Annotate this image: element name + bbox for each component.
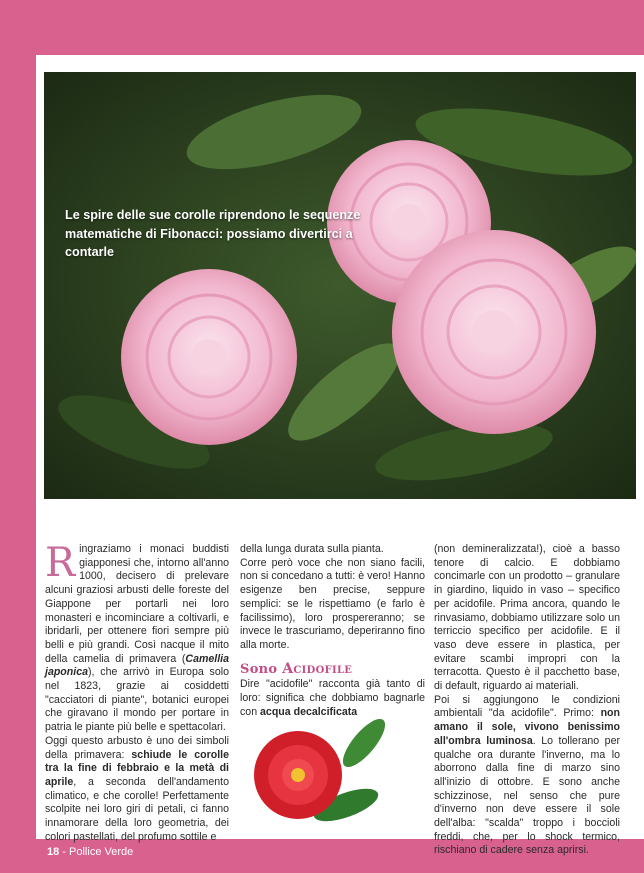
camellia-photo [44, 72, 636, 499]
intro-paragraph: Ringraziamo i monaci buddisti giapponesi che, intorno all'anno 1000, decisero di prelevare alcuni graziosi arbusti delle foreste del Giappone per portarli nei loro monasteri e incominciare a coltivarli, e ibridarli, per ottenere fiori sempre più belli e più grandi. Così nacque il mito della camelia di primavera (Camellia japonica), che arrivò in Europa solo nel 1823, grazie ai cosiddetti "cacciatori di piante", botanici europei che giravano il mondo per portare in patria le piante più belle e spettacolari. [45, 540, 229, 734]
magazine-name: Pollice Verde [69, 846, 134, 858]
text-column-1 [45, 540, 229, 844]
camellia-photo-illustration [44, 72, 636, 499]
red-camellia-illustration [246, 715, 396, 835]
text-column-3 [434, 543, 620, 858]
paragraph: Corre però voce che non siano facili, non si concedano a tutti: è vero! Hanno esigenze ben precise, seppure semplici: se le rispettiamo (e farlo è facilissimo), loro prospereranno; se invece le trascuriamo, deperiranno fino alla morte. [240, 556, 425, 651]
page-footer: 18 - Pollice Verde [47, 846, 134, 858]
paragraph: della lunga durata sulla pianta. [240, 543, 384, 555]
paragraph: Dire "acidofile" racconta già tanto di loro: significa che dobbiamo bagnarle con acqua decalcificata [240, 678, 425, 718]
photo-caption: Le spire delle sue corolle riprendono le sequenze matematiche di Fibonacci: possiamo divertirci a contarle [65, 208, 361, 259]
text-column-2 [240, 543, 425, 719]
page-number: 18 [47, 846, 60, 858]
drop-cap: R [45, 540, 76, 586]
paragraph: Oggi questo arbusto è uno dei simboli della primavera: schiude le corolle tra la fine di febbraio e la metà di aprile, a seconda dell'andamento climatico, e che corolle! Perfettamente scolpite nei loro giri di petali, ci fanno innamorare della loro geometria, dei colori pastellati, del profumo sottile e [45, 734, 229, 843]
camellia-flower-left [121, 269, 297, 445]
section-subheading: Sono Acidofile [240, 660, 353, 677]
camellia-flower-right [392, 230, 596, 434]
paragraph: Poi si aggiungono le condizioni ambientali "da acidofile". Primo: non amano il sole, vivono benissimo all'ombra luminosa. Lo tollerano per qualche ora durante l'inverno, ma lo aborrono dalla fine di marzo sino all'inizio di ottobre. E sono anche schizzinose, nel senso che pure d'inverno non deve essere il sole dell'alba: "scalda" troppo i boccioli freddi, che, per lo shock termico, rischiano di cadere senza aprirsi. [434, 693, 620, 857]
paragraph: (non demineralizzata!), cioè a basso tenore di calcio. E dobbiamo concimarle con un prodotto – granulare in giardino, liquido in vaso – specifico per acidofile. Prima ancora, quando le rinvasiamo, dobbiamo utilizzare solo un terriccio specifico per acidofile. E il vaso deve essere in plastica, per evitare scambi impropri con la terracotta. Questo è il pacchetto base, di default, riguardo ai materiali. [434, 543, 620, 693]
